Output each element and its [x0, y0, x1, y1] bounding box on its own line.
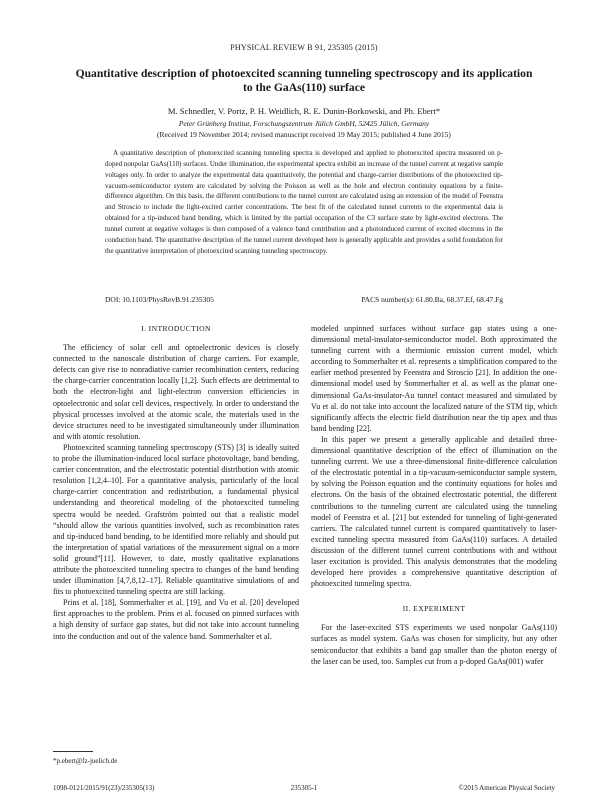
author-list: M. Schnedler, V. Portz, P. H. Weidlich, R. E. Dunin-Borkowski, and Ph. Ebert*	[167, 106, 441, 116]
paragraph: modeled unpinned surfaces without surface gap states using a one-dimensional metal-insulator-semiconductor model. Both approximated the tunneling current with a thermionic emission current model, which according to Sommerhalter et al. represents a simplification compared to the earlier method presented by Feenstra and Stroscio [21]. In addition the one-dimensional model used by Sommerhalter et al. as well as the planar one-dimensional GaAs-insulator-Au tunnel contact measured and simulated by Vu et al. do not take into account the localized nature of the STM tip, which significantly affects the electric field distribution near the tip apex and thus band bending [22].	[311, 324, 557, 433]
affiliation: Peter Grünberg Institut, Forschungszentrum Jülich GmbH, 52425 Jülich, Germany	[178, 119, 430, 128]
journal-header: PHYSICAL REVIEW B 91, 235305 (2015)	[230, 43, 378, 52]
footer-issn: 1098-0121/2015/91(23)/235305(13)	[53, 784, 155, 792]
paragraph: For the laser-excited STS experiments we used nonpolar GaAs(110) surfaces as model system. GaAs was chosen for simplicity, but any other semiconductor that exhibits a band gap smaller than the photon energy of the laser can be used, too. Samples cut from a p-doped GaAs(001) wafer	[311, 623, 557, 666]
paragraph: Photoexcited scanning tunneling spectroscopy (STS) [3] is ideally suited to probe the illumination-induced local surface photovoltage, band bending, carrier concentration, and the electrostatic potential distribution with atomic resolution [1,2,4–10]. For a quantitative analysis, particularly of the local charge-carrier concentration and redistribution, a fundamental physical understanding and theoretical modeling of the photoexcited tunneling spectra would be needed. Grafström pointed out that a realistic model “should allow the various quantities involved, such as recombination rates and tip-induced band bending, to be identified more reliably and should put the interpretation of spatial variations of the measurement signal on a more solid ground”[11]. However, to date, mostly qualitative explanations attribute the photoexcited tunneling spectra to changes of the band bending under illumination [4,7,8,12–17]. Reliable quantitative simulations of and fits to photoexcited tunneling spectra are still lacking.	[53, 442, 299, 597]
pacs-numbers: PACS number(s): 61.80.Ba, 68.37.Ef, 68.47.Fg	[361, 295, 503, 304]
abstract: A quantitative description of photoexcited scanning tunneling spectra is developed and applied to photoexcited spectra measured on p-doped nonpolar GaAs(110) surfaces. Under illumination, the experimental spectra exhibit an increase of the tunnel current at negative sample voltages only. In order to analyze the experimental data quantitatively, the potential and charge-carrier distributions of the photoexcited tip-vacuum-semiconductor system are calculated by solving the Poisson as well as the hole and electron continuity equations by a finite-difference algorithm. On this basis, the different contributions to the tunnel current are calculated using an extension of the model of Feenstra and Stroscio to include the light-excited carrier concentrations. The best fit of the calculated tunnel currents to the experimental data is obtained for a tip-induced band bending, which is limited by the partial occupation of the C3 surface state by light-excited electrons. The tunnel current at negative voltages is then composed of a valence band contribution and a photoinduced current of excited electrons in the conduction band. The quantitative description of the tunnel current developed here is generally applicable and provides a solid foundation for the quantitative interpretation of photoexcited scanning tunneling spectroscopy.	[105, 149, 503, 255]
footnote-email[interactable]: *p.ebert@fz-juelich.de	[53, 757, 118, 765]
paragraph: Prins et al. [18], Sommerhalter et al. [19], and Vu et al. [20] developed first approaches to the problem. Prins et al. focused on pinned surfaces with a high density of surface gap states, but did not take into account tunneling into the conduction and out of the valence band. Sommerhalter et al.	[53, 598, 299, 641]
paragraph: The efficiency of solar cell and optoelectronic devices is closely connected to the nanoscale distribution of charge carriers. For example, defects can give rise to nonradiative carrier recombination centers, reducing the charge-carrier concentration locally [1,2]. Such effects are detrimental to both the electron-light and light-electron conversion efficiencies in optoelectronic and solar cell devices, respectively. In order to understand the physical processes involved at the atomic scale, the materials used in the device structures need to be investigated simultaneously under illumination and with atomic resolution.	[53, 343, 299, 441]
paper-title: Quantitative description of photoexcited scanning tunneling spectroscopy and its application to the GaAs(110) surface	[75, 67, 533, 94]
footer-page-number: 235305-1	[290, 784, 318, 792]
doi-link[interactable]: DOI: 10.1103/PhysRevB.91.235305	[105, 295, 214, 304]
footnote-divider	[53, 751, 93, 752]
section-heading-introduction: I. INTRODUCTION	[141, 324, 211, 333]
section-heading-experiment: II. EXPERIMENT	[402, 604, 466, 614]
received-dates: (Received 19 November 2014; revised manuscript received 19 May 2015; published 4 June 2015)	[157, 130, 451, 139]
left-column	[53, 323, 299, 642]
paragraph: In this paper we present a generally applicable and detailed three-dimensional quantitative description of the effect of illumination on the tunneling current. We use a three-dimensional finite-difference calculation of the electrostatic potential in a tip-vacuum-semiconductor sample system, by solving the Poisson equation and the continuity equations for holes and electrons. On the basis of the obtained electrostatic potential, the different contributions to the tunneling current are calculated using the tunneling model of Feenstra et al. [21] but extended for tunneling of light-generated carriers. The calculated tunnel current is compared quantitatively to laser-excited tunneling spectra measured from GaAs(110) surfaces. A detailed discussion of the different tunnel current contributions with and without laser excitation is provided. This analysis demonstrates that the modeling developed here provides a comprehensive quantitative description of photoexcited tunneling spectra.	[311, 434, 557, 589]
right-column	[311, 323, 557, 667]
footer-copyright: ©2015 American Physical Society	[458, 784, 555, 792]
